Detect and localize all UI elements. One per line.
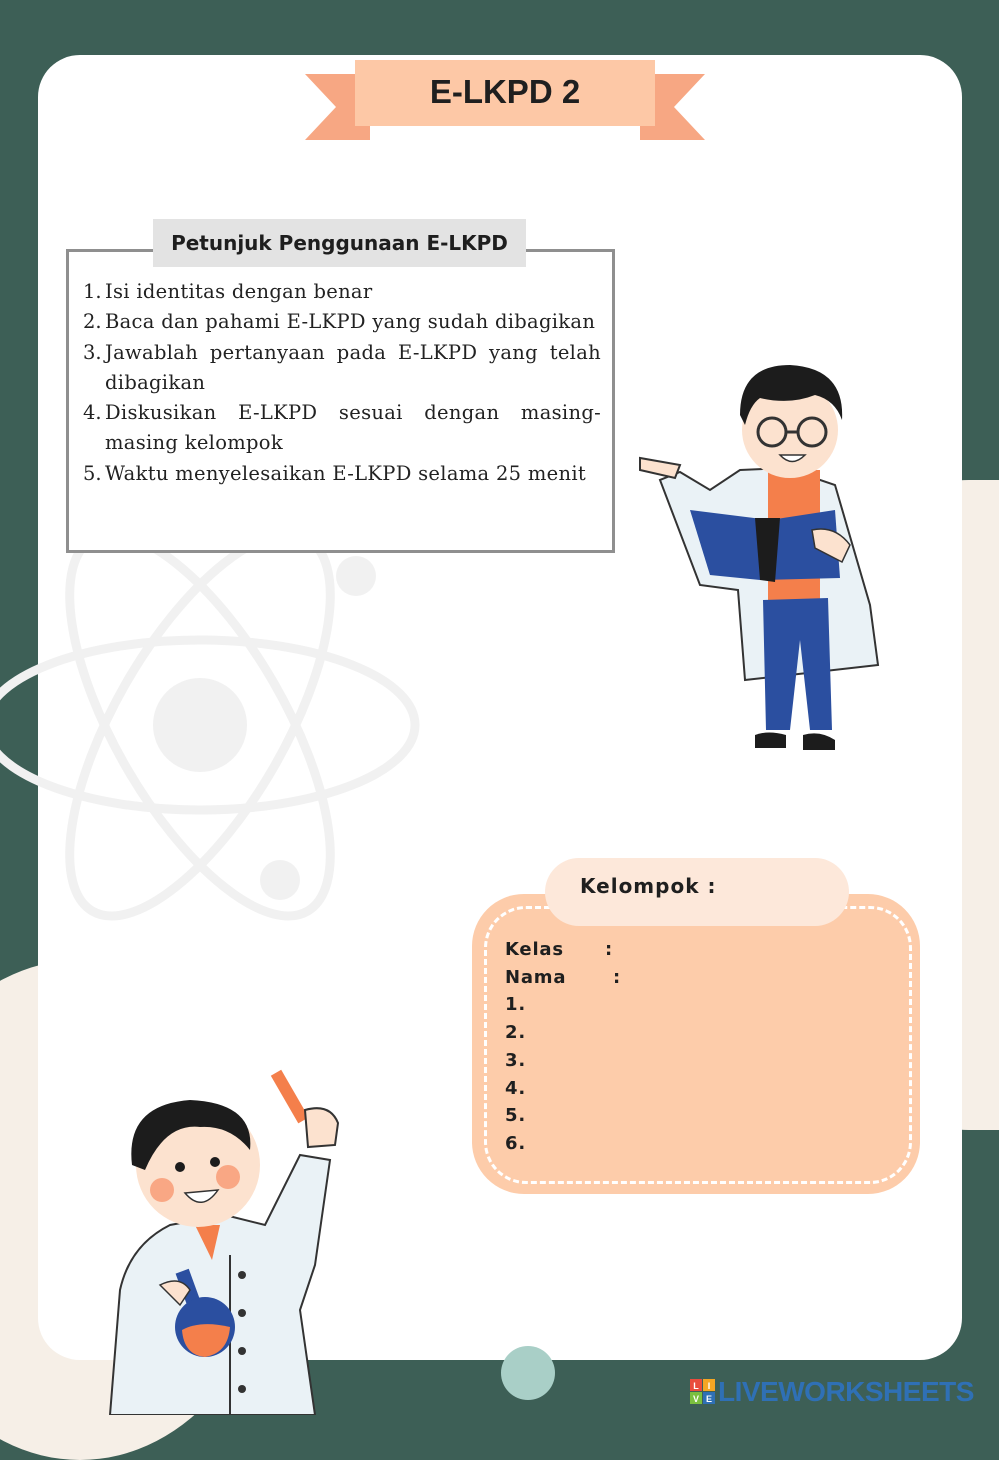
name-field: Nama : [505, 966, 621, 988]
page-title: E-LKPD 2 [429, 73, 581, 110]
list-item: 5. Waktu menyelesaikan E-LKPD selama 25 menit [83, 461, 587, 485]
list-item: 1. Isi identitas dengan benar [83, 280, 373, 303]
svg-text:I: I [707, 1381, 711, 1391]
class-field: Kelas : [505, 939, 613, 960]
instructions-title: Petunjuk Penggunaan E-LKPD [153, 219, 526, 267]
instructions-box [66, 249, 615, 553]
list-item: 3. Jawablah pertanyaan pada E-LKPD yang telah dibagikan [83, 340, 601, 394]
svg-text:E: E [705, 1394, 713, 1404]
liveworksheets-brand [690, 1376, 974, 1408]
atom-icon [0, 500, 440, 940]
member-line-1: 1. [505, 994, 526, 1016]
member-line-3: 3. [505, 1049, 526, 1071]
liveworksheets-logo-icon [690, 1379, 716, 1405]
group-fields [505, 936, 621, 1158]
list-item: 4. Diskusikan E-LKPD sesuai dengan masing-masing kelompok [83, 401, 601, 455]
decor-dot [501, 1346, 555, 1400]
svg-text:V: V [692, 1394, 700, 1404]
brand-name[interactable]: LIVEWORKSHEETS [718, 1376, 974, 1407]
member-line-5: 5. [505, 1105, 526, 1127]
scientist-with-flask-icon [90, 1065, 355, 1415]
instructions-list [83, 277, 601, 489]
member-line-6: 6. [505, 1132, 526, 1154]
member-line-4: 4. [505, 1077, 526, 1099]
group-title: Kelompok : [580, 874, 717, 898]
list-item: 2. Baca dan pahami E-LKPD yang sudah dibagikan [83, 310, 596, 334]
scientist-with-book-icon [620, 350, 890, 760]
member-line-2: 2. [505, 1022, 526, 1044]
svg-text:L: L [693, 1381, 699, 1391]
